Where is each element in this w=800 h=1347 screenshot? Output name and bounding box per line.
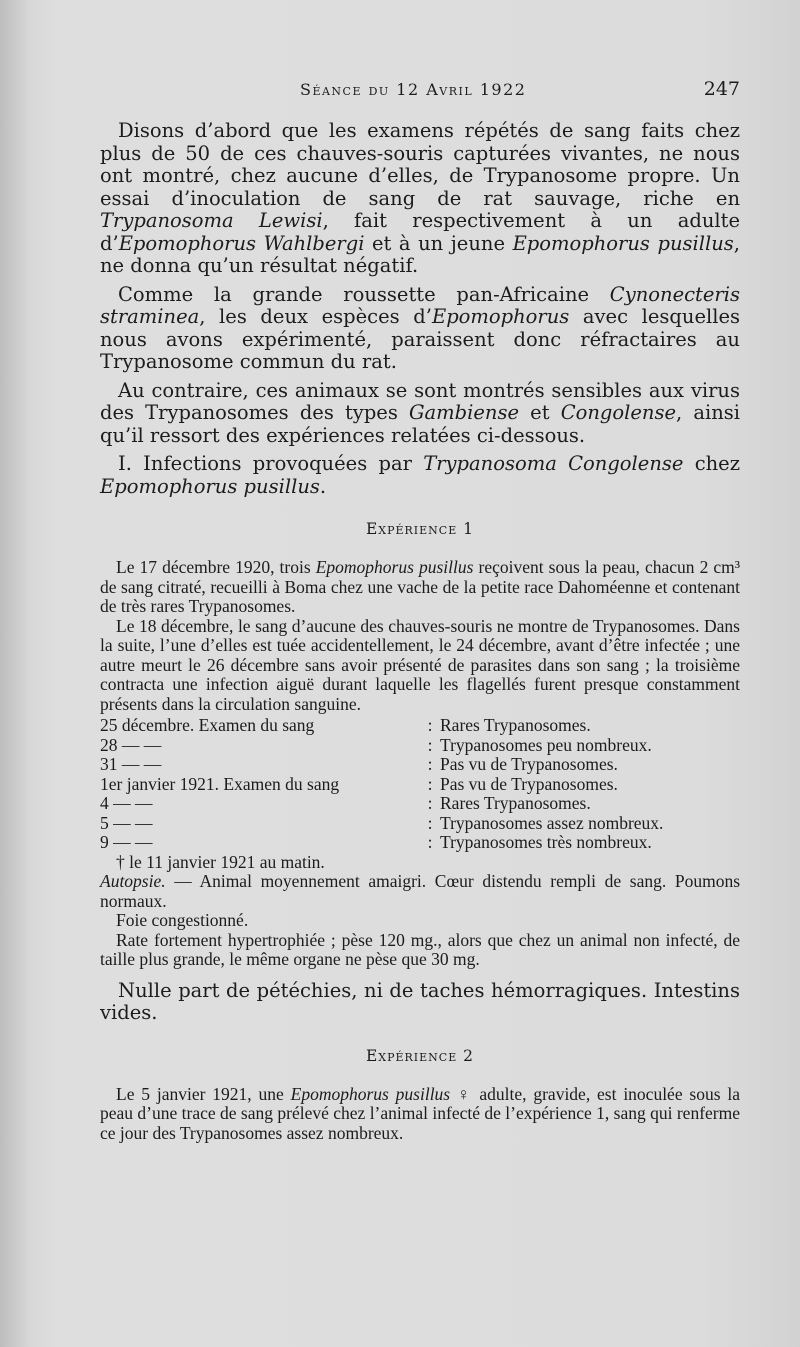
exam-date: 1er janvier 1921. Examen du sang [100, 773, 340, 794]
exam-separator: : [427, 773, 433, 794]
exam-list [100, 716, 740, 853]
section-heading-infections: I. Infections provoquées par Trypanosoma Congolense chez Epomophorus pusillus. [100, 452, 740, 498]
exam-date: 28 — — [100, 734, 162, 755]
exam-row [100, 716, 740, 736]
exam-result: Pas vu de Trypanosomes. [440, 754, 618, 774]
page-content [100, 120, 740, 1143]
experience-1-title: Expérience 1 [365, 520, 475, 538]
exam-date: 4 — — [100, 793, 153, 813]
exam-row [100, 755, 740, 775]
exam-date: 5 — — [100, 812, 153, 833]
exam-date: 9 — — [100, 832, 153, 852]
exam-separator: : [427, 734, 433, 755]
exam-separator: : [427, 832, 433, 852]
exam-result: Trypanosomes peu nombreux. [440, 734, 652, 755]
exam-result: Pas vu de Trypanosomes. [440, 773, 618, 794]
exam-separator: : [427, 793, 433, 813]
exam-separator: : [427, 812, 433, 833]
exam-date: 31 — — [100, 754, 162, 774]
exam-result: Rares Trypanosomes. [440, 715, 591, 735]
experience-1-paragraph-1: Le 17 décembre 1920, trois Epomophorus pusillus reçoivent sous la peau, chacun 2 cm³ de sang citraté, recueilli à Boma chez une vache de la petite race Dahoméenne et contenant de très rares Trypanosomes. [100, 557, 740, 616]
page-header [100, 78, 740, 108]
experience-2-paragraph-1: Le 5 janvier 1921, une Epomophorus pusillus ♀ adulte, gravide, est inoculée sous la peau d’une trace de sang prélevé chez l’animal infecté de l’expérience 1, sang qui renferme ce jour des Trypanosomes assez nombreux. [100, 1083, 741, 1143]
autopsie-paragraph: Autopsie. — Animal moyennement amaigri. Cœur distendu rempli de sang. Poumons normaux. [100, 871, 740, 911]
exam-row [100, 736, 740, 756]
experience-1-paragraph-2: Le 18 décembre, le sang d’aucune des chauves-souris ne montre de Trypanosomes. Dans la suite, l’une d’elles est tuée accidentellement, le 24 décembre, avant d’être infectée ; une autre meurt le 26 décembre sans avoir présenté de parasites dans son sang ; la troisième contracta une infection aiguë durant laquelle les flagellés furent presque constamment présents dans la circulation sanguine. [100, 615, 740, 714]
intro-paragraph-3: Au contraire, ces animaux se sont montrés sensibles aux virus des Trypanosomes des types Gambiense et Congolense, ainsi qu’il ressort des expériences relatées ci-dessous. [100, 378, 741, 447]
exam-date: 25 décembre. Examen du sang [100, 715, 315, 735]
nulle-paragraph: Nulle part de pétéchies, ni de taches hémorragiques. Intestins vides. [100, 978, 740, 1024]
exam-separator: : [427, 715, 433, 735]
death-note: † le 11 janvier 1921 au matin. [116, 851, 325, 872]
exam-row [100, 833, 740, 853]
exam-separator: : [427, 754, 433, 774]
exam-row [100, 775, 740, 795]
exam-row [100, 794, 740, 814]
page-number: 247 [703, 78, 740, 100]
rate-paragraph: Rate fortement hypertrophiée ; pèse 120 mg., alors que chez un animal non infecté, de taille plus grande, le même organe ne pèse que 30 mg. [100, 929, 740, 969]
exam-result: Rares Trypanosomes. [440, 793, 591, 813]
foie-paragraph: Foie congestionné. [116, 910, 249, 930]
running-title: Séance du 12 Avril 1922 [300, 80, 527, 99]
intro-paragraph-2: Comme la grande roussette pan-Africaine Cynonecteris straminea, les deux espèces d’Epomophorus avec lesquelles nous avons expérimenté, paraissent donc réfractaires au Trypanosome commun du rat. [100, 282, 741, 373]
experience-2-title: Expérience 2 [365, 1046, 475, 1065]
intro-paragraph-1: Disons d’abord que les examens répétés de sang faits chez plus de 50 de ces chauves-souris capturées vivantes, ne nous ont montré, chez aucune d’elles, de Trypanosome propre. Un essai d’inoculation de sang de rat sauvage, riche en Trypanosoma Lewisi, fait respectivement à un adulte d’Epomophorus Wahlbergi et à un jeune Epomophorus pusillus, ne donna qu’un résultat négatif. [100, 119, 740, 277]
exam-result: Trypanosomes assez nombreux. [440, 812, 664, 833]
exam-result: Trypanosomes très nombreux. [440, 832, 652, 852]
exam-row [100, 814, 740, 834]
